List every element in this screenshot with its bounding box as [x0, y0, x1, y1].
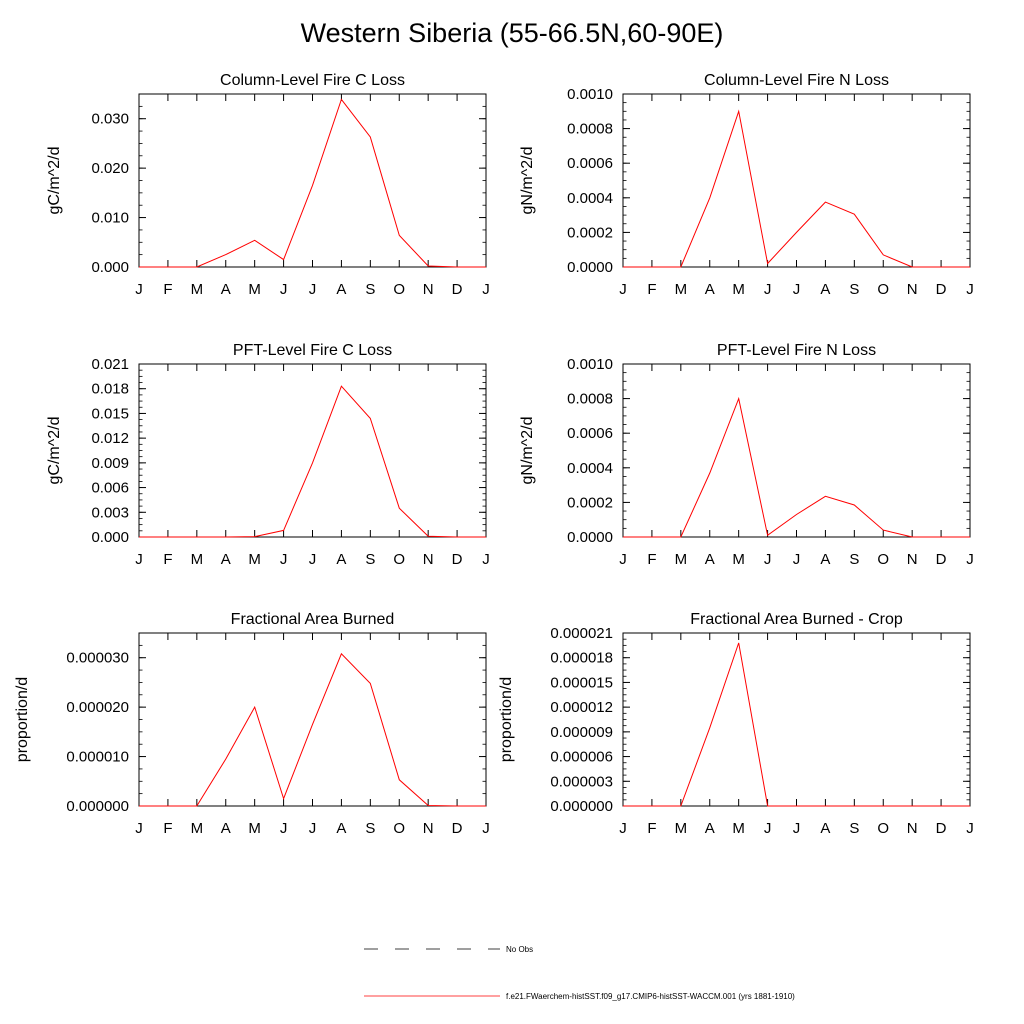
x-tick-label: D — [451, 820, 463, 837]
x-tick-label: D — [935, 551, 947, 568]
x-tick-label: A — [220, 551, 231, 568]
x-tick-label: J — [619, 820, 627, 837]
y-tick-label: 0.000000 — [550, 798, 613, 815]
x-tick-label: J — [966, 281, 974, 298]
y-axis-label: gN/m^2/d — [519, 146, 536, 215]
y-tick-label: 0.006 — [91, 479, 129, 497]
x-tick-label: D — [935, 281, 947, 298]
y-tick-label: 0.0000 — [567, 529, 613, 546]
x-tick-label: F — [163, 281, 173, 298]
plot-frame — [139, 364, 486, 537]
chart-panel-4 — [519, 342, 974, 568]
panel-title: Column-Level Fire C Loss — [220, 72, 405, 89]
panel-title: Fractional Area Burned — [230, 611, 395, 628]
y-tick-label: 0.000030 — [66, 649, 129, 667]
x-tick-label: N — [906, 281, 918, 298]
y-axis-label: proportion/d — [498, 676, 515, 763]
y-tick-label: 0.000021 — [550, 625, 613, 642]
x-tick-label: A — [336, 281, 347, 298]
x-tick-label: A — [220, 281, 231, 298]
panel-title: PFT-Level Fire C Loss — [232, 342, 393, 359]
y-tick-label: 0.020 — [91, 160, 129, 178]
series-line-1 — [623, 643, 970, 806]
series-line-1 — [139, 654, 486, 806]
y-axis-label: gC/m^2/d — [46, 146, 63, 215]
x-tick-label: J — [308, 820, 317, 837]
chart-panel-6 — [498, 611, 974, 837]
x-tick-label: N — [422, 281, 434, 298]
x-tick-label: J — [763, 820, 772, 837]
y-tick-label: 0.000012 — [550, 699, 613, 717]
x-tick-label: S — [365, 281, 376, 298]
x-tick-label: A — [704, 820, 715, 837]
legend-obs-label: No Obs — [506, 945, 534, 954]
y-tick-label: 0.0010 — [567, 356, 613, 373]
x-tick-label: M — [248, 281, 261, 298]
y-tick-label: 0.0004 — [567, 189, 613, 207]
y-axis-label: proportion/d — [14, 676, 31, 763]
x-tick-label: J — [135, 551, 143, 568]
x-tick-label: J — [792, 281, 801, 298]
y-axis-label: gC/m^2/d — [46, 416, 63, 485]
x-tick-label: D — [451, 551, 463, 568]
x-tick-label: J — [482, 281, 490, 298]
x-tick-label: J — [279, 281, 288, 298]
x-tick-label: M — [674, 551, 688, 568]
x-tick-label: M — [732, 551, 745, 568]
y-tick-label: 0.0002 — [567, 224, 613, 242]
x-tick-label: S — [365, 551, 376, 568]
y-tick-label: 0.015 — [91, 405, 129, 423]
legend — [364, 945, 795, 1001]
y-tick-label: 0.021 — [91, 356, 129, 373]
y-tick-label: 0.0004 — [567, 459, 613, 477]
x-tick-label: N — [906, 551, 918, 568]
x-tick-label: J — [279, 820, 288, 837]
x-tick-label: A — [820, 820, 831, 837]
x-tick-label: J — [619, 551, 627, 568]
x-tick-label: J — [482, 551, 490, 568]
x-tick-label: M — [732, 820, 745, 837]
x-tick-label: A — [820, 281, 831, 298]
x-tick-label: O — [877, 551, 890, 568]
x-tick-label: F — [647, 281, 657, 298]
y-tick-label: 0.000015 — [550, 674, 613, 692]
x-tick-label: N — [422, 551, 434, 568]
y-tick-label: 0.000003 — [550, 773, 613, 791]
x-tick-label: F — [163, 820, 173, 837]
x-tick-label: S — [849, 820, 860, 837]
x-tick-label: S — [365, 820, 376, 837]
x-tick-label: N — [906, 820, 918, 837]
x-tick-label: M — [674, 820, 688, 837]
x-tick-label: N — [422, 820, 434, 837]
x-tick-label: J — [966, 820, 974, 837]
chart-panel-2 — [519, 72, 974, 298]
x-tick-label: J — [763, 551, 772, 568]
y-tick-label: 0.0008 — [567, 120, 613, 138]
chart-panel-5 — [14, 611, 490, 837]
x-tick-label: A — [820, 551, 831, 568]
x-tick-label: A — [704, 551, 715, 568]
y-tick-label: 0.0000 — [567, 259, 613, 276]
x-tick-label: M — [190, 551, 204, 568]
x-tick-label: M — [732, 281, 745, 298]
chart-panel-3 — [46, 342, 490, 568]
y-tick-label: 0.000009 — [550, 723, 613, 741]
x-tick-label: S — [849, 551, 860, 568]
y-tick-label: 0.000010 — [66, 748, 129, 766]
y-tick-label: 0.000000 — [66, 798, 129, 815]
y-tick-label: 0.000 — [91, 529, 129, 546]
x-tick-label: O — [877, 820, 890, 837]
y-tick-label: 0.009 — [91, 454, 129, 472]
y-tick-label: 0.0002 — [567, 494, 613, 512]
panel-title: Column-Level Fire N Loss — [704, 72, 889, 89]
x-tick-label: F — [647, 820, 657, 837]
x-tick-label: F — [647, 551, 657, 568]
x-tick-label: M — [248, 551, 261, 568]
plot-frame — [623, 633, 970, 806]
x-tick-label: D — [451, 281, 463, 298]
x-tick-label: D — [935, 820, 947, 837]
plot-frame — [139, 94, 486, 267]
series-line-1 — [139, 99, 486, 267]
x-tick-label: O — [877, 281, 890, 298]
x-tick-label: A — [704, 281, 715, 298]
y-tick-label: 0.0006 — [567, 425, 613, 443]
x-tick-label: J — [792, 551, 801, 568]
x-tick-label: M — [674, 281, 688, 298]
x-tick-label: F — [163, 551, 173, 568]
y-tick-label: 0.0008 — [567, 390, 613, 408]
y-tick-label: 0.003 — [91, 504, 129, 522]
x-tick-label: J — [135, 281, 143, 298]
x-tick-label: O — [393, 820, 406, 837]
y-tick-label: 0.000 — [91, 259, 129, 276]
x-tick-label: M — [190, 281, 204, 298]
x-tick-label: J — [966, 551, 974, 568]
x-tick-label: O — [393, 551, 406, 568]
x-tick-label: A — [336, 820, 347, 837]
x-tick-label: O — [393, 281, 406, 298]
x-tick-label: J — [308, 281, 317, 298]
y-tick-label: 0.010 — [91, 209, 129, 227]
x-tick-label: S — [849, 281, 860, 298]
plot-frame — [623, 94, 970, 267]
x-tick-label: J — [308, 551, 317, 568]
series-line-1 — [623, 111, 970, 267]
y-tick-label: 0.000020 — [66, 699, 129, 717]
x-tick-label: J — [279, 551, 288, 568]
x-tick-label: M — [248, 820, 261, 837]
panel-title: PFT-Level Fire N Loss — [716, 342, 877, 359]
y-tick-label: 0.018 — [91, 380, 129, 398]
series-line-1 — [623, 399, 970, 537]
plot-frame — [139, 633, 486, 806]
y-tick-label: 0.030 — [91, 110, 129, 128]
x-tick-label: J — [482, 820, 490, 837]
y-tick-label: 0.000018 — [550, 649, 613, 667]
y-tick-label: 0.0010 — [567, 86, 613, 103]
panel-title: Fractional Area Burned - Crop — [690, 611, 903, 628]
x-tick-label: A — [220, 820, 231, 837]
page-title: Western Siberia (55-66.5N,60-90E) — [300, 18, 724, 48]
x-tick-label: M — [190, 820, 204, 837]
y-tick-label: 0.012 — [91, 430, 129, 448]
legend-model-label: f.e21.FWaerchem-histSST.f09_g17.CMIP6-histSST-WACCM.001 (yrs 1881-1910) — [506, 992, 795, 1001]
x-tick-label: J — [135, 820, 143, 837]
x-tick-label: J — [763, 281, 772, 298]
y-axis-label: gN/m^2/d — [519, 416, 536, 485]
x-tick-label: J — [619, 281, 627, 298]
series-line-1 — [139, 386, 486, 537]
chart-panel-1 — [46, 72, 490, 298]
plot-frame — [623, 364, 970, 537]
y-tick-label: 0.0006 — [567, 155, 613, 173]
x-tick-label: A — [336, 551, 347, 568]
y-tick-label: 0.000006 — [550, 748, 613, 766]
x-tick-label: J — [792, 820, 801, 837]
